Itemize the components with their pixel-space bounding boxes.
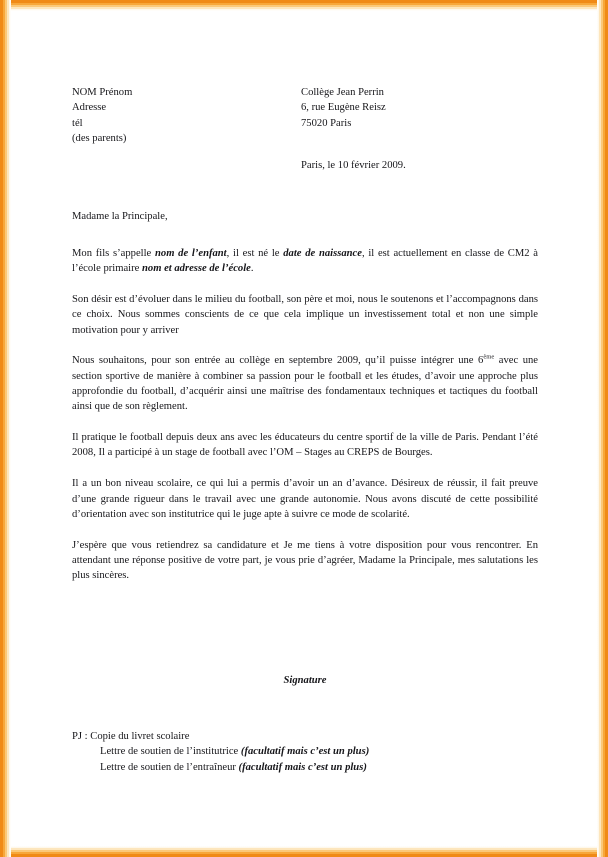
attachment-line-1: PJ : Copie du livret scolaire [72,731,190,742]
letter-body [72,246,538,584]
attachment-line-3 [72,760,538,775]
placeholder-child-name: nom de l’enfant [155,248,227,259]
p3-seg1: Nous souhaitons, pour son entrée au collège en septembre 2009, qu’il puisse intégrer une 6 [72,355,484,367]
p1-seg1: Mon fils s’appelle [72,248,155,259]
sender-line: tél [72,117,83,129]
page-border-right [597,0,608,857]
paragraph-5: Il a un bon niveau scolaire, ce qui lui a permis d’avoir un an d’avance. Désireux de réussir, il fait preuve d’une grande rigueur dans le travail avec une grande autonomie. Nous avons discuté de cette possibilité d’orientation avec son institutrice qui le juge apte à suivre ce mode de scolarité. [72,478,538,520]
signature-label: Signature [283,675,327,686]
paragraph-6: J’espère que vous retiendrez sa candidature et Je me tiens à votre disposition pour vous rencontrer. En attendant une réponse positive de votre part, je vous prie d’agréer, Madame la Principale, mes salutations les plus sincères. [72,539,538,582]
sender-line: NOM Prénom [72,87,133,98]
paragraph-1 [72,246,538,277]
sender-line: (des parents) [72,132,127,144]
salutation: Madame la Principale, [72,211,168,222]
sender-address [72,85,132,146]
page-border-left [0,0,11,857]
paragraph-2: Son désir est d’évoluer dans le milieu du football, son père et moi, nous le soutenons et l’accompagnons dans ce choix. Nous sommes conscients de ce que cela implique un investissement total et non une simple motivation pour y arriver [72,294,538,336]
p1-seg2: , il est né le [226,248,284,259]
date-line: Paris, le 10 février 2009. [301,160,406,171]
paragraph-4: Il pratique le football depuis deux ans avec les éducateurs du centre sportif de la ville de Paris. Pendant l’été 2008, Il a participé à un stage de football avec l’OM – Stages au CREPS de Bourges. [72,432,538,459]
placeholder-school-address: nom et adresse de l’école [142,263,251,275]
letter-content [72,0,538,857]
address-block [72,85,538,147]
recipient-line: 6, rue Eugène Reisz [301,102,386,114]
attachment-3-text: Lettre de soutien de l’entraîneur [100,761,239,773]
attachment-2-note: (facultatif mais c’est un plus) [240,746,370,758]
attachments-block [72,729,538,775]
p1-seg3: , il est actuellement en classe de CM2 à l’école primaire [72,248,539,275]
p3-seg2: avec une section sportive de manière à combiner sa passion pour le football et les études, d’avoir une approche plus approfondie du football, d’acquérir ainsi une maîtrise des fondamentaux techniques et tactiques du football ainsi que de son règlement. [72,355,538,413]
sender-line: Adresse [72,102,107,114]
ordinal-suffix: ème [483,353,495,361]
attachment-2-text: Lettre de soutien de l’institutrice [100,746,241,758]
attachment-3-note: (facultatif mais c’est un plus) [238,761,367,773]
paragraph-3 [72,353,538,414]
attachment-line-2 [72,744,538,759]
recipient-line: Collège Jean Perrin [301,87,384,98]
recipient-line: 75020 Paris [301,117,352,129]
p1-seg4: . [250,263,254,275]
placeholder-birth-date: date de naissance [283,248,362,259]
recipient-address [301,85,386,131]
